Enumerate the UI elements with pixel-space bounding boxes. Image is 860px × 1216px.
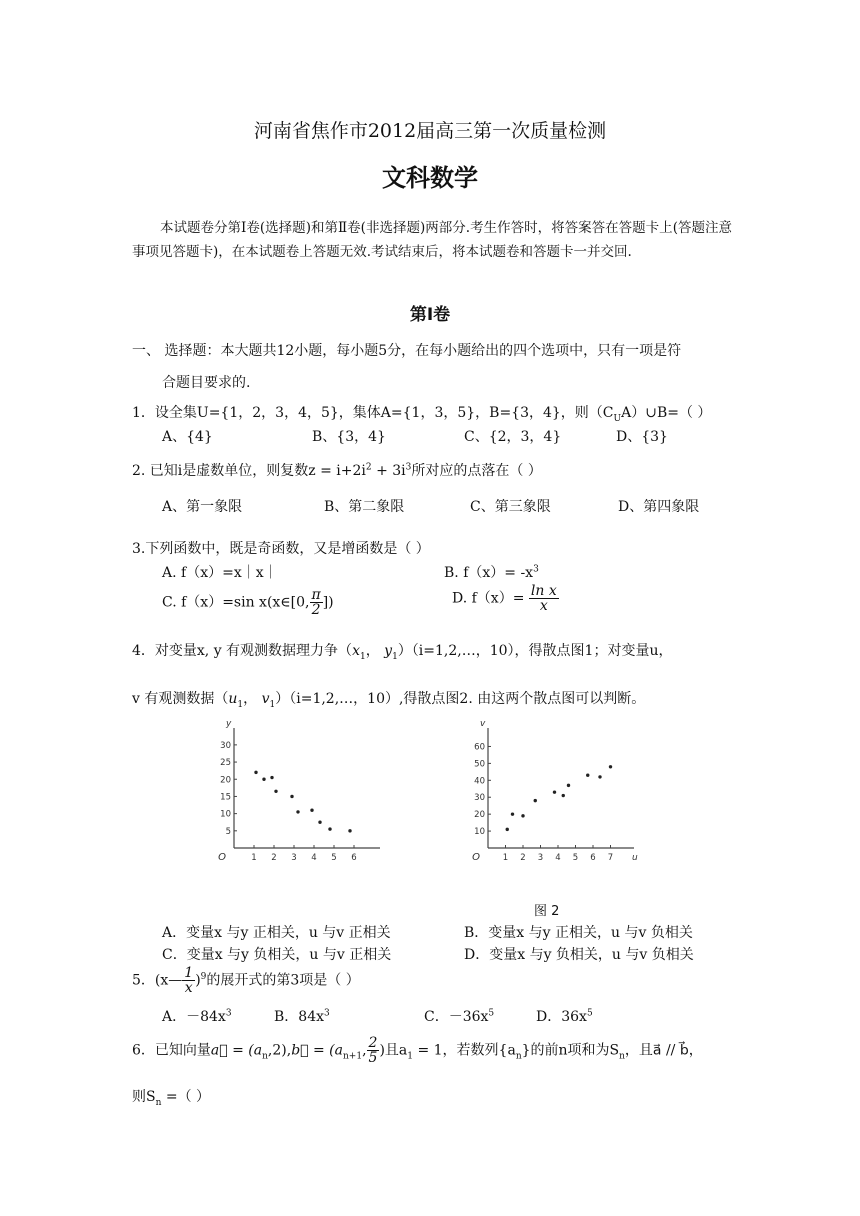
q2-stem: 2. 已知i是虚数单位，则复数$z = i+2i^2 + 3i^3$所对应的点落在（ ） <box>132 462 542 479</box>
plot1-x-tick-label: 1 <box>251 853 257 863</box>
q3-option-b: B. $f(x)= -x^3$ <box>444 564 539 581</box>
plot1-y-tick-label: 30 <box>220 740 231 751</box>
scatter-plot-1-svg <box>212 719 382 882</box>
plot2-y-tick-label: 20 <box>474 810 485 821</box>
plot1-point <box>270 776 273 779</box>
plot1-point <box>296 810 299 813</box>
plot1-point <box>254 771 257 774</box>
section-heading: 一、 选择题：本大题共12小题，每小题5分，在每小题给出的四个选项中，只有一项是符 <box>132 343 682 359</box>
q3-option-a: A. f（x）=x｜x｜ <box>162 565 278 581</box>
q2-option-c: C、第三象限 <box>470 499 551 515</box>
q4-stem-line2: v 有观测数据（$u_1$， $v_1)(i=1,2,\dots$，10）,得散点图2. 由这两个散点图可以判断。 <box>132 691 646 710</box>
scatter-plot-2 <box>466 719 638 886</box>
plot1-x-tick-label: 4 <box>311 853 317 863</box>
scatter-plot-2-svg <box>466 719 638 882</box>
plot1-y-label: y <box>226 719 232 729</box>
q6-stem-line2: 则$S_n$ =（ ） <box>132 1089 211 1108</box>
plot2-y-tick-label: 50 <box>474 759 485 770</box>
plot2-x-tick-label: O <box>472 852 480 863</box>
q4-option-a: A．变量x 与y 正相关，u 与v 正相关 <box>162 925 391 941</box>
doc-title: 河南省焦作市2012届高三第一次质量检测 <box>253 120 607 142</box>
plot2-point <box>567 784 570 787</box>
plot1-point <box>318 821 321 824</box>
plot1-point <box>328 827 331 830</box>
plot2-point <box>586 774 589 777</box>
plot2-x-label: u <box>632 853 638 863</box>
q4-option-c: C．变量x 与y 负相关，u 与v 正相关 <box>162 947 392 963</box>
plot2-point <box>521 814 524 817</box>
q1-option-d: D、{3} <box>616 429 668 445</box>
plot1-x-tick-label: 5 <box>331 853 337 863</box>
q5-stem: 5．(x— $\frac{1}{x}$ )$^9$的展开式的第3项是（ ） <box>132 965 360 996</box>
q4-stem-line1: 4．对变量x, y 有观测数据理力争（$x_1$， $y_1)(i=1,2,\dots$，10），得散点图1；对变量u， <box>132 643 673 662</box>
q2-option-d: D、第四象限 <box>618 499 700 515</box>
figure-2-label: 图 2 <box>534 904 560 919</box>
part-heading: 第Ⅰ卷 <box>409 305 451 325</box>
q3-option-c: C. f（x）=sin x(x∈[0, $\frac{\pi}{2}$ ]) <box>162 587 334 618</box>
plot2-x-tick-label: 4 <box>555 853 561 863</box>
plot2-x-tick-label: 5 <box>572 853 579 863</box>
plot1-point <box>310 808 313 811</box>
fraction: $\frac{2}{5}$ <box>368 1035 378 1066</box>
fraction: $\frac{\pi}{2}$ <box>311 587 321 618</box>
q5-option-a: A．$-84x^3$ <box>162 1008 232 1025</box>
q2-option-a: A、第一象限 <box>162 499 243 515</box>
plot1-y-tick-label: 5 <box>225 826 231 837</box>
plot2-point <box>553 790 556 793</box>
plot1-y-tick-label: 25 <box>220 758 231 769</box>
q6-stem: 6．已知向量a⃗ = $(a_n,2),b⃗ = (a_{n+1}$, $\frac{2}{5}$ )且$a_1 = 1$，若数列$\{a_n\}$的前n项和为$S_n$，且a⃗ // b⃗， <box>132 1035 703 1066</box>
q4-option-b: B．变量x 与y 正相关，u 与v 负相关 <box>464 925 693 941</box>
plot1-x-tick-label: 2 <box>271 853 277 863</box>
plot2-y-tick-label: 30 <box>474 793 485 804</box>
plot2-y-tick-label: 40 <box>474 776 485 787</box>
plot2-point <box>562 794 565 797</box>
scatter-plot-1 <box>212 719 382 886</box>
plot1-point <box>290 795 293 798</box>
q5-option-c: C．$-36x^5$ <box>424 1008 495 1025</box>
plot2-point <box>598 775 601 778</box>
plot1-x-tick-label: 6 <box>351 853 357 863</box>
q5-option-d: D．$36x^5$ <box>536 1008 593 1025</box>
section-heading-cont: 合题目要求的. <box>162 375 251 391</box>
fraction: $\frac{1}{x}$ <box>184 965 194 996</box>
q5-option-b: B．$84x^3$ <box>274 1008 330 1025</box>
q1-option-c: C、{2，3，4} <box>464 429 562 445</box>
plot1-y-tick-label: 15 <box>220 792 231 803</box>
plot2-x-tick-label: 7 <box>607 853 614 863</box>
plot1-x-tick-label: 3 <box>291 853 297 863</box>
intro-paragraph: 本试题卷分第Ⅰ卷(选择题)和第Ⅱ卷(非选择题)两部分.考生作答时，将答案答在答题卡上(答题注意事项见答题卡)，在本试题卷上答题无效.考试结束后，将本试题卷和答题卡一并交回. <box>132 220 732 260</box>
plot2-point <box>609 765 612 768</box>
q2-option-b: B、第二象限 <box>324 499 405 515</box>
plot2-point <box>511 812 514 815</box>
plot1-point <box>348 829 351 832</box>
q3-option-d: D. f（x）= $\frac{\text{ln x}}{x}$ <box>452 583 557 614</box>
doc-subtitle: 文科数学 <box>382 164 478 192</box>
plot1-y-tick-label: 20 <box>220 775 231 786</box>
plot1-y-tick-label: 10 <box>220 809 231 820</box>
plot2-x-tick-label: 1 <box>502 853 509 863</box>
fraction: $\frac{\text{ln x}}{x}$ <box>530 583 557 614</box>
plot2-point <box>534 799 537 802</box>
q3-stem: 3.下列函数中，既是奇函数，又是增函数是（ ） <box>132 541 430 557</box>
plot2-x-tick-label: 6 <box>590 853 596 863</box>
q1-stem: 1．设全集U={1，2，3，4，5}，集体A={1，3，5}，B={3，4}，则$(C_UA)\cup B=$（ ） <box>132 405 712 424</box>
plot2-point <box>506 828 509 831</box>
q1-option-b: B、{3，4} <box>312 429 386 445</box>
plot1-point <box>262 778 265 781</box>
plot1-x-tick-label: O <box>218 852 226 863</box>
q1-option-a: A、{4} <box>162 429 213 445</box>
plot2-x-tick-label: 3 <box>537 853 544 863</box>
plot2-y-tick-label: 10 <box>474 827 485 838</box>
plot2-x-tick-label: 2 <box>520 853 526 863</box>
plot2-y-label: v <box>480 719 486 729</box>
q4-option-d: D．变量x 与y 负相关，u 与v 负相关 <box>464 947 694 963</box>
plot1-point <box>274 790 277 793</box>
plot2-y-tick-label: 60 <box>474 742 485 753</box>
